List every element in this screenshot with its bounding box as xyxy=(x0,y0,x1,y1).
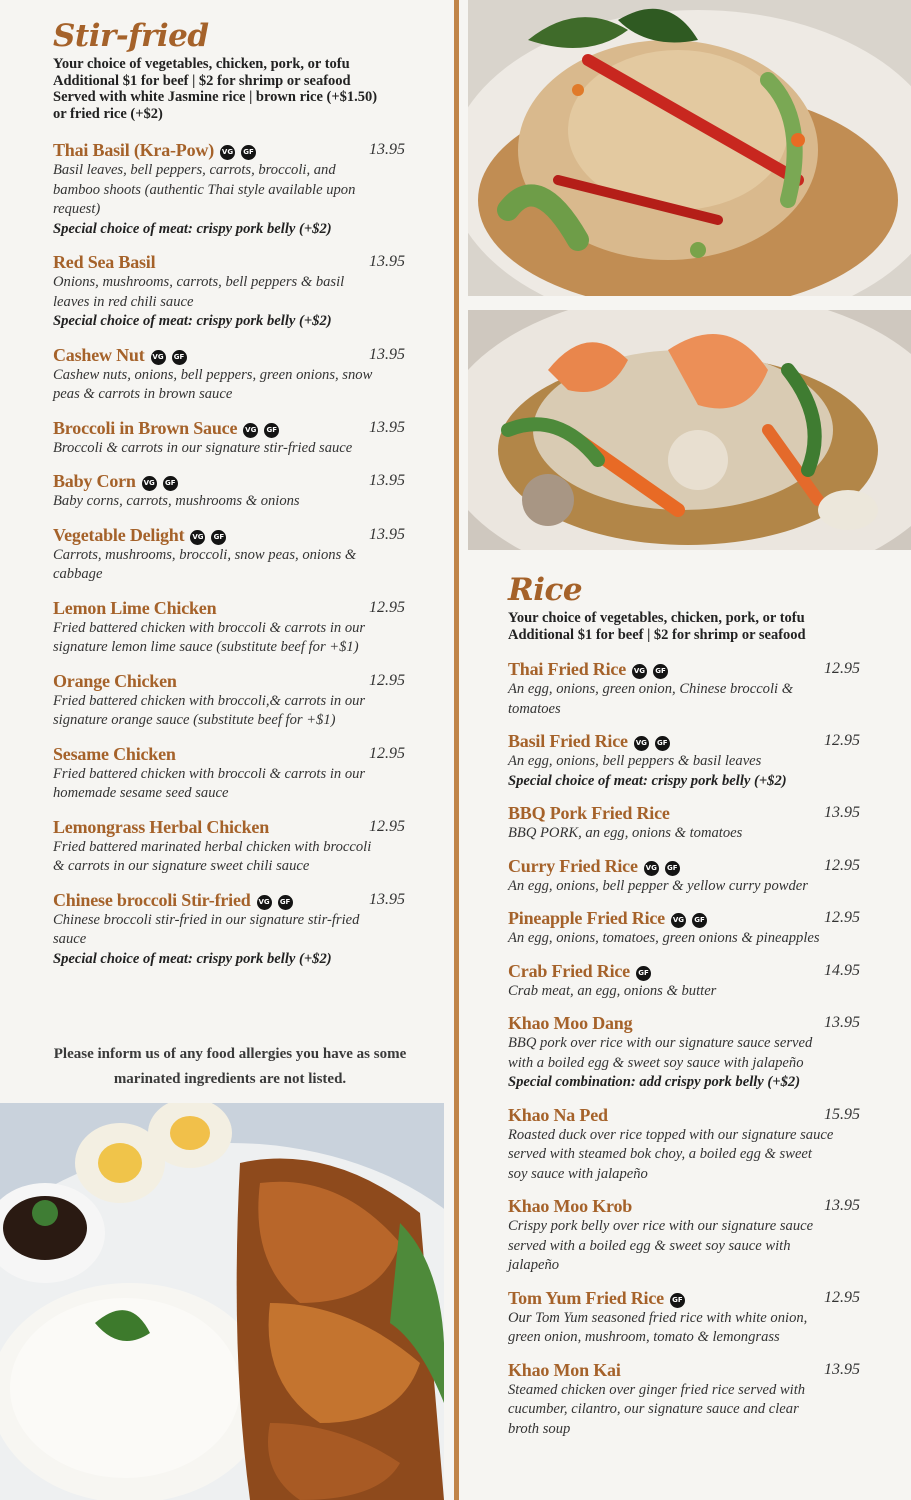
gluten-free-badge-icon: GF xyxy=(655,736,670,751)
vegetarian-badge-icon: VG xyxy=(151,350,166,365)
item-name: Broccoli in Brown Sauce xyxy=(53,417,238,438)
photo-shrimp-stir-fry xyxy=(468,310,911,550)
item-description: request) xyxy=(53,201,101,217)
item-description: green onion, mushroom, tomato & lemongrass xyxy=(508,1329,780,1345)
item-name: Tom Yum Fried Rice xyxy=(508,1287,664,1308)
menu-item xyxy=(508,960,860,1002)
stir-fried-intro xyxy=(53,56,405,122)
item-description: served with a boiled egg & sweet soy sauce with xyxy=(508,1237,791,1254)
menu-item xyxy=(508,1195,860,1276)
vegetarian-badge-icon: VG xyxy=(634,736,649,751)
item-description: An egg, onions, bell peppers & basil leaves xyxy=(508,753,762,769)
gluten-free-badge-icon: GF xyxy=(211,530,226,545)
item-name: Basil Fried Rice xyxy=(508,731,628,751)
item-price: 12.95 xyxy=(369,598,405,616)
item-header xyxy=(508,907,860,929)
item-name: Khao Mon Kai xyxy=(508,1359,621,1380)
item-description: Steamed chicken over ginger fried rice served with xyxy=(508,1381,806,1398)
vegetarian-badge-icon: VG xyxy=(644,861,659,876)
item-description: Fried battered chicken with broccoli & carrots in our xyxy=(53,765,366,782)
menu-item xyxy=(53,524,405,585)
item-price: 13.95 xyxy=(369,418,405,436)
menu-item xyxy=(53,251,405,332)
gluten-free-badge-icon: GF xyxy=(670,1293,685,1308)
intro-line: Served with white Jasmine rice | brown rice (+$1.50) xyxy=(53,89,378,105)
item-name: Cashew Nut xyxy=(53,344,145,365)
item-price: 13.95 xyxy=(824,1014,860,1031)
menu-item xyxy=(53,889,405,970)
item-description: Roasted duck over rice topped with our signature sauce xyxy=(508,1126,834,1143)
item-description: cucumber, cilantro, our signature sauce and clear xyxy=(508,1401,799,1417)
item-header xyxy=(53,344,405,366)
menu-item xyxy=(508,1287,860,1348)
item-description: BBQ PORK, an egg, onions & tomatoes xyxy=(508,825,743,841)
item-name: Khao Moo Dang xyxy=(508,1013,633,1033)
menu-item xyxy=(508,1104,860,1185)
rice-section xyxy=(508,572,860,1439)
item-price: 13.95 xyxy=(824,804,860,821)
stir-fried-items xyxy=(53,139,405,969)
item-description: homemade sesame seed sauce xyxy=(53,785,229,801)
item-description: Cashew nuts, onions, bell peppers, green onions, snow xyxy=(53,366,373,383)
item-name: Thai Fried Rice xyxy=(508,659,626,679)
item-description: Fried battered marinated herbal chicken with broccoli xyxy=(53,838,372,855)
item-header xyxy=(508,1287,860,1309)
item-name: Lemongrass Herbal Chicken xyxy=(53,816,270,837)
menu-item xyxy=(53,417,405,459)
item-description: Carrots, mushrooms, broccoli, snow peas, onions & xyxy=(53,546,357,563)
menu-item xyxy=(53,743,405,804)
gluten-free-badge-icon: GF xyxy=(636,966,651,981)
item-description: leaves in red chili sauce xyxy=(53,293,194,310)
item-name: Khao Moo Krob xyxy=(508,1196,633,1216)
item-name: Khao Na Ped xyxy=(508,1104,608,1125)
rice-items xyxy=(508,658,860,1439)
item-description: & carrots in our signature sweet chili sauce xyxy=(53,858,310,874)
item-description: Crab meat, an egg, onions & butter xyxy=(508,982,717,999)
intro-line: Additional $1 for beef | $2 for shrimp or seafood xyxy=(53,72,351,89)
menu-item xyxy=(508,907,860,949)
item-name: BBQ Pork Fried Rice xyxy=(508,803,670,823)
column-divider xyxy=(454,0,459,1500)
item-special-option: Special choice of meat: crispy pork belly (+$2) xyxy=(53,950,332,967)
allergy-note xyxy=(20,1042,440,1092)
item-description: peas & carrots in brown sauce xyxy=(53,386,233,402)
gluten-free-badge-icon: GF xyxy=(241,145,256,160)
item-price: 13.95 xyxy=(369,253,405,270)
item-description: sauce xyxy=(53,931,87,947)
item-name: Chinese broccoli Stir-fried xyxy=(53,889,251,910)
item-description: broth soup xyxy=(508,1420,571,1437)
item-description: Fried battered chicken with broccoli,& carrots in our xyxy=(53,692,366,709)
photo-roasted-duck-rice xyxy=(0,1103,444,1500)
item-special-option: Special choice of meat: crispy pork belly (+$2) xyxy=(53,313,332,329)
item-description: tomatoes xyxy=(508,700,561,717)
item-header xyxy=(53,670,405,692)
menu-item xyxy=(508,658,860,719)
item-name: Lemon Lime Chicken xyxy=(53,597,217,618)
item-name: Thai Basil (Kra-Pow) xyxy=(53,140,214,160)
item-name: Sesame Chicken xyxy=(53,743,176,764)
item-description: An egg, onions, tomatoes, green onions & pineapples xyxy=(508,930,820,946)
item-header xyxy=(53,251,405,273)
note-line: Please inform us of any food allergies you have as some xyxy=(53,1046,407,1062)
item-price: 13.95 xyxy=(369,472,405,489)
item-special-option: Special combination: add crispy pork belly (+$2) xyxy=(508,1074,801,1090)
gluten-free-badge-icon: GF xyxy=(163,476,178,491)
item-header xyxy=(508,1195,860,1217)
item-description: with a boiled egg & sweet soy sauce with jalapeño xyxy=(508,1054,804,1071)
section-title-rice: Rice xyxy=(508,572,583,608)
item-description: Broccoli & carrots in our signature stir-fried sauce xyxy=(53,439,353,456)
item-description: Basil leaves, bell peppers, carrots, broccoli, and xyxy=(53,162,336,178)
item-price: 12.95 xyxy=(824,732,860,749)
gluten-free-badge-icon: GF xyxy=(665,861,680,876)
intro-line: or fried rice (+$2) xyxy=(53,105,163,122)
menu-item xyxy=(53,597,405,658)
item-price: 12.95 xyxy=(824,856,860,874)
item-price: 12.95 xyxy=(369,744,405,762)
vegetarian-badge-icon: VG xyxy=(671,913,686,928)
item-description: signature lemon lime sauce (substitute beef for +$1) xyxy=(53,639,359,655)
item-name: Red Sea Basil xyxy=(53,252,156,272)
item-special-option: Special choice of meat: crispy pork belly (+$2) xyxy=(508,772,787,789)
item-header xyxy=(508,960,860,982)
item-description: cabbage xyxy=(53,566,103,582)
item-header xyxy=(508,1012,860,1034)
item-description: signature orange sauce (substitute beef for +$1) xyxy=(53,712,336,728)
menu-item xyxy=(508,1012,860,1093)
item-price: 14.95 xyxy=(824,961,860,979)
item-price: 15.95 xyxy=(824,1105,860,1123)
item-price: 13.95 xyxy=(824,1360,860,1378)
item-price: 12.95 xyxy=(824,1288,860,1306)
item-name: Baby Corn xyxy=(53,471,136,491)
item-description: served with steamed bok choy, a boiled egg & sweet xyxy=(508,1146,812,1162)
gluten-free-badge-icon: GF xyxy=(278,895,293,910)
item-header xyxy=(53,889,405,911)
intro-line: Additional $1 for beef | $2 for shrimp or seafood xyxy=(508,626,806,643)
item-price: 13.95 xyxy=(369,890,405,908)
item-name: Pineapple Fried Rice xyxy=(508,908,665,928)
gluten-free-badge-icon: GF xyxy=(264,423,279,438)
item-description: Baby corns, carrots, mushrooms & onions xyxy=(53,493,300,509)
photo-basil-stir-fry xyxy=(468,0,911,296)
item-special-option: Special choice of meat: crispy pork belly (+$2) xyxy=(53,220,332,237)
menu-item xyxy=(53,670,405,731)
item-header xyxy=(53,597,405,619)
menu-item xyxy=(508,730,860,791)
gluten-free-badge-icon: GF xyxy=(172,350,187,365)
item-price: 12.95 xyxy=(824,909,860,926)
item-description: Fried battered chicken with broccoli & carrots in our xyxy=(53,619,366,636)
menu-item xyxy=(508,855,860,897)
item-description: Crispy pork belly over rice with our signature sauce xyxy=(508,1218,814,1234)
intro-line: Your choice of vegetables, chicken, pork, or tofu xyxy=(508,610,805,626)
item-description: An egg, onions, bell pepper & yellow curry powder xyxy=(508,877,808,894)
item-price: 13.95 xyxy=(369,141,405,158)
rice-intro xyxy=(508,610,860,643)
item-header xyxy=(508,802,860,824)
vegetarian-badge-icon: VG xyxy=(632,664,647,679)
item-header xyxy=(53,470,405,492)
item-description: soy sauce with jalapeño xyxy=(508,1165,648,1182)
vegetarian-badge-icon: VG xyxy=(220,145,235,160)
item-header xyxy=(508,1359,860,1381)
item-name: Crab Fried Rice xyxy=(508,960,630,981)
menu-item xyxy=(53,470,405,512)
vegetarian-badge-icon: VG xyxy=(257,895,272,910)
item-description: BBQ pork over rice with our signature sauce served xyxy=(508,1035,813,1051)
item-description: An egg, onions, green onion, Chinese broccoli & xyxy=(508,681,794,697)
item-description: Onions, mushrooms, carrots, bell peppers & basil xyxy=(53,274,345,290)
item-price: 13.95 xyxy=(369,345,405,363)
item-name: Orange Chicken xyxy=(53,670,177,691)
item-description: jalapeño xyxy=(508,1257,560,1273)
note-line: marinated ingredients are not listed. xyxy=(113,1071,347,1087)
menu-item xyxy=(53,816,405,877)
item-header xyxy=(53,139,405,161)
item-price: 12.95 xyxy=(369,817,405,835)
item-name: Curry Fried Rice xyxy=(508,855,638,876)
item-description: Our Tom Yum seasoned fried rice with white onion, xyxy=(508,1309,808,1326)
item-header xyxy=(53,816,405,838)
item-price: 12.95 xyxy=(369,671,405,689)
vegetarian-badge-icon: VG xyxy=(142,476,157,491)
item-description: bamboo shoots (authentic Thai style available upon xyxy=(53,181,356,198)
item-header xyxy=(53,524,405,546)
menu-item xyxy=(53,344,405,405)
item-price: 12.95 xyxy=(824,660,860,677)
item-description: Chinese broccoli stir-fried in our signature stir-fried xyxy=(53,911,360,928)
stir-fried-section xyxy=(53,18,405,969)
vegetarian-badge-icon: VG xyxy=(190,530,205,545)
section-title-stir-fried: Stir-fried xyxy=(53,18,209,54)
item-name: Vegetable Delight xyxy=(53,524,185,545)
item-header xyxy=(508,1104,860,1126)
item-header xyxy=(508,855,860,877)
item-price: 13.95 xyxy=(369,525,405,543)
gluten-free-badge-icon: GF xyxy=(692,913,707,928)
vegetarian-badge-icon: VG xyxy=(243,423,258,438)
item-price: 13.95 xyxy=(824,1197,860,1214)
item-header xyxy=(508,658,860,680)
menu-item xyxy=(508,1359,860,1440)
menu-item xyxy=(53,139,405,239)
item-header xyxy=(53,743,405,765)
menu-item xyxy=(508,802,860,844)
gluten-free-badge-icon: GF xyxy=(653,664,668,679)
item-header xyxy=(53,417,405,439)
intro-line: Your choice of vegetables, chicken, pork, or tofu xyxy=(53,56,350,72)
item-header xyxy=(508,730,860,752)
